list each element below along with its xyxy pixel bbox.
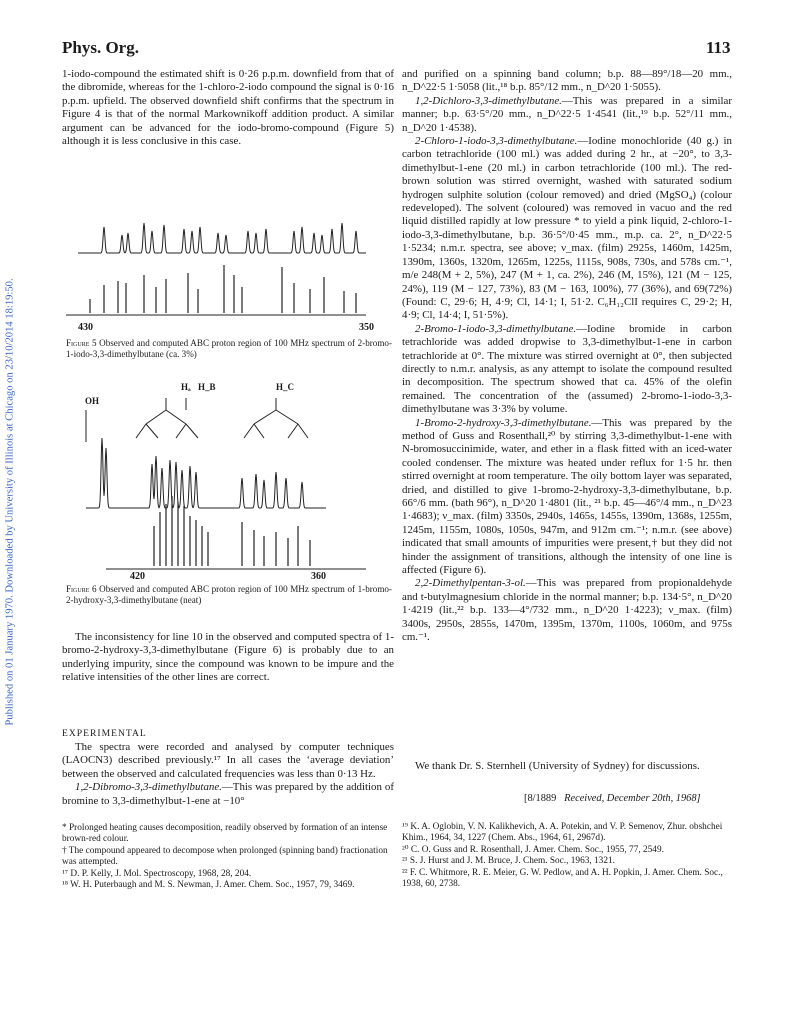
dibromo-text: —This was prepared by the addition of bromine to 3,3-dimethylbut-1-ene at −10° xyxy=(62,781,394,807)
computed-lines-6 xyxy=(154,496,310,566)
footnote-17: ¹⁷ D. P. Kelly, J. Mol. Spectroscopy, 1968, 28, 204. xyxy=(62,868,252,879)
intro-paragraph xyxy=(62,68,394,148)
bromoiodo-text: —Iodine bromide in carbon tetrachloride was added dropwise to 3,3-dimethylbut-1-ene in carbon tetrachloride at 0°. The mixture was stirred overnight at 0°, then subjected directly to n.m.r. analysis, as any attempt to isolate the compound resulted in decomposition. The spectrum showed that ca. 45% of the olefin remained. The concentration of the (assumed) 2-bromo-1-iodo-3,3-dimethylbutane was 3·3% by volume. xyxy=(402,322,732,416)
label-hc: H_C xyxy=(276,382,294,392)
received-line xyxy=(524,793,701,804)
right-column xyxy=(402,68,732,644)
tree-branch-15 xyxy=(298,424,308,438)
dibromo-title: 1,2-Dibromo-3,3-dimethylbutane. xyxy=(75,781,222,794)
thanks-text: We thank Dr. S. Sternhell (University of Sydney) for discussions. xyxy=(415,760,700,772)
footnote-18: ¹⁸ W. H. Puterbaugh and M. S. Newman, J. Amer. Chem. Soc., 1957, 79, 3469. xyxy=(62,880,355,891)
computed-lines-5 xyxy=(90,265,356,313)
right-p6 xyxy=(402,577,732,644)
experimental-p1: The spectra were recorded and analysed by computer techniques (LAOCN3) described previously.¹⁷ In all cases the ‘average deviation’ between the observed and calculated frequencies was less than 0·13 Hz. xyxy=(62,741,394,780)
experimental-heading: EXPERIMENTAL xyxy=(62,728,147,739)
footnote-star: * Prolonged heating causes decomposition, readily observed by formation of an intense brown-red colour. xyxy=(62,823,388,845)
observed-trace-6 xyxy=(86,438,326,508)
acknowledgement xyxy=(402,760,732,773)
dichloro-text: —This was prepared in a similar manner; b.p. 63·5°/20 mm., n_D^22·5 1·4541 (lit.,¹⁹ b.p. 52°/11 mm., n_D^20 1·4538). xyxy=(402,94,732,134)
tree-branch-11 xyxy=(276,410,298,424)
pentanol-title: 2,2-Dimethylpentan-3-ol. xyxy=(415,577,526,590)
tree-branch-12 xyxy=(244,424,254,438)
experimental-section xyxy=(62,741,394,808)
fig5-axis-left: 430 xyxy=(78,322,93,333)
right-footnotes xyxy=(402,822,732,890)
label-hb: H_B xyxy=(198,382,216,392)
bromoiodo-title: 2-Bromo-1-iodo-3,3-dimethylbutane. xyxy=(415,322,577,335)
observed-spectrum-5 xyxy=(78,223,366,253)
splitting-tree-6 xyxy=(86,398,308,442)
figure-5 xyxy=(66,203,396,323)
download-note xyxy=(2,172,18,832)
experimental-p2 xyxy=(62,781,394,808)
received-ref: [8/1889 xyxy=(524,793,557,804)
label-oh: OH xyxy=(85,396,100,406)
right-p3 xyxy=(402,135,732,323)
tree-branch-14 xyxy=(288,424,298,438)
tree-branch-5 xyxy=(136,424,146,438)
figure-6-label: Figure 6 xyxy=(66,584,97,594)
fig6-axis-left: 420 xyxy=(130,571,145,582)
journal-title: Phys. Org. xyxy=(62,38,139,57)
right-p2 xyxy=(402,95,732,135)
tree-branch-10 xyxy=(254,410,276,424)
tree-branch-3 xyxy=(166,410,186,424)
right-p1: and purified on a spinning band column; b.p. 88—89°/18—20 mm., n_D^22·5 1·5058 (lit.,¹⁸ b.p. 85°/12 mm., n_D^20 1·5055). xyxy=(402,68,732,94)
figure-6 xyxy=(66,380,396,580)
chloroiodo-text: —Iodine monochloride (40 g.) in carbon tetrachloride (100 ml.) was added during 2 hr., at −20°, to 3,3-dimethylbut-1-ene (20 ml.) in carbon tetrachloride (100 ml.). The red-brown solution was stirred overnight, washed with saturated sodium hydrogen sulphite solution (colour removed) and dried (MgSO₄) (colour redeveloped). The solvent (coloured) was removed in vacuo and the red liquid distilled rapidly at low pressure * to yield a pink liquid, 2-chloro-1-iodo-3,3-dimethylbutane, b.p. 36·5°/0·45 mm., m.p. ca. 2°, n_D^22·5 1·5234; n.m.r. spectra, see above; ν_max. (film) 2925s, 1460m, 1425m, 1390m, 1360s, 1320m, 1265m, 1225s, 1115s, 908s, 730s, and 578s cm.⁻¹, m/e 248(M + 2, 5%), 247 (M + 1, ca. 2%), 246 (M, 15%), 121 (M − 125, 24%), 119 (M − 127, 73%), 83 (M − 163, 100%), 77 (36%), and 69(72%) (Found: C, 29·6; H, 4·9; Cl, 14·1; I, 51·2. C₆H₁₂ClI requires C, 29·2; H, 4·9; Cl, 14·4; I, 51·5%). xyxy=(402,135,732,322)
dichloro-title: 1,2-Dichloro-3,3-dimethylbutane. xyxy=(415,94,562,107)
observed-trace-5 xyxy=(78,223,366,253)
pentanol-text: —This was prepared from propionaldehyde and t-butylmagnesium chloride in the normal manner; b.p. 134·5°, n_D^20 1·4219 (lit.,²² b.p. 133—4°/732 mm., n_D^20 1·4223); ν_max. (film) 3400s, 2950s, 2855s, 1470m, 1395m, 1370m, 1100s, 1060m, and 975s cm.⁻¹. xyxy=(402,577,732,644)
label-ha: Hₐ xyxy=(181,382,191,392)
right-p5 xyxy=(402,417,732,578)
footnote-20: ²⁰ C. O. Guss and R. Rosenthall, J. Amer. Chem. Soc., 1955, 77, 2549. xyxy=(402,844,664,855)
footnote-dagger: † The compound appeared to decompose when prolonged (spinning band) fractionation was attempted. xyxy=(62,845,388,868)
download-note-text: Published on 01 January 1970. Downloaded by University of Illinois at Chicago on 23/10/2014 18:19:50. xyxy=(4,278,16,726)
chloroiodo-title: 2-Chloro-1-iodo-3,3-dimethylbutane. xyxy=(415,135,578,148)
tree-branch-7 xyxy=(176,424,186,438)
bromohydroxy-title: 1-Bromo-2-hydroxy-3,3-dimethylbutane. xyxy=(415,416,592,429)
discussion-text: The inconsistency for line 10 in the observed and computed spectra of 1-bromo-2-hydroxy-3,3-dimethylbutane (Figure 6) is probably due to an underlying impurity, since the compound was known to be impure and the relative intensities of the other lines are correct. xyxy=(62,631,394,684)
bromohydroxy-text: —This was prepared by the method of Guss and Rosenthall,²⁰ by stirring 3,3-dimethylbut-1-ene with N-bromosuccinimide, water, and ether in a flask fitted with an iced-water cooled condenser. The mixture was heated under reflux for 1·5 hr. then stirred overnight at room temperature. The oily bottom layer was separated, dried, and distilled to give 1-bromo-2-hydroxy-3,3-dimethylbutane, b.p. 66°/6 mm. (bath 96°), n_D^20 1·4801 (lit., ²¹ b.p. 45—46°/4 mm., n_D^23 1·4683); ν_max. (film) 3350s, 2940s, 1465s, 1455s, 1390m, 1368s, 1255m, 1245m, 1155m, 1080s, 1050s, 947m, and 912m cm.⁻¹; n.m.r. (see above) indicated that small amounts of impurities were present,† but they did not hinder the assignment of transitions, although the intensity of one line is affected (Figure 6). xyxy=(402,416,732,577)
right-p4 xyxy=(402,323,732,417)
left-footnotes xyxy=(62,823,394,891)
figure-6-caption xyxy=(66,584,392,606)
observed-spectrum-6 xyxy=(86,438,326,508)
tree-branch-8 xyxy=(186,424,198,438)
figure-6-caption-text: Observed and computed ABC proton region of 100 MHz spectrum of 1-bromo-2-hydroxy-3,3-dimethylbutane (neat) xyxy=(66,584,392,606)
discussion-paragraph xyxy=(62,631,394,685)
footnote-21: ²¹ S. J. Hurst and J. M. Bruce, J. Chem. Soc., 1963, 1321. xyxy=(402,856,615,867)
tree-branch-13 xyxy=(254,424,264,438)
figure-5-caption xyxy=(66,338,392,360)
figure-5-label: Figure 5 xyxy=(66,338,97,348)
footnote-19: ¹⁹ K. A. Oglobin, V. N. Kalikhevich, A. A. Potekin, and V. P. Semenov, Zhur. obshchei Khim., 1964, 34, 1227 (Chem. Abs., 1964, 61, 2967d). xyxy=(402,822,723,844)
intro-text: 1-iodo-compound the estimated shift is 0·26 p.p.m. downfield from that of the dibromide, whereas for the 1-chloro-2-iodo compound the signal is 0·16 p.p.m. upfield. The observed downfield shift confirms that the spectrum in Figure 4 is that of the normal Markownikoff addition product. A similar argument can be advanced for the iodo-bromo-compound (Figure 5) although it is less conclusive in this case. xyxy=(62,68,394,148)
tree-branch-6 xyxy=(146,424,158,438)
page-number: 113 xyxy=(706,38,731,57)
tree-branch-2 xyxy=(146,410,166,424)
received-text: Received, December 20th, 1968] xyxy=(564,793,701,804)
fig6-axis-right: 360 xyxy=(311,571,326,582)
footnote-22: ²² F. C. Whitmore, R. E. Meier, G. W. Pedlow, and A. H. Popkin, J. Amer. Chem. Soc., 1938, 60, 2738. xyxy=(402,867,723,890)
fig5-axis-right: 350 xyxy=(359,322,374,333)
figure-5-caption-text: Observed and computed ABC proton region of 100 MHz spectrum of 2-bromo-1-iodo-3,3-dimethylbutane (ca. 3%) xyxy=(66,338,392,360)
